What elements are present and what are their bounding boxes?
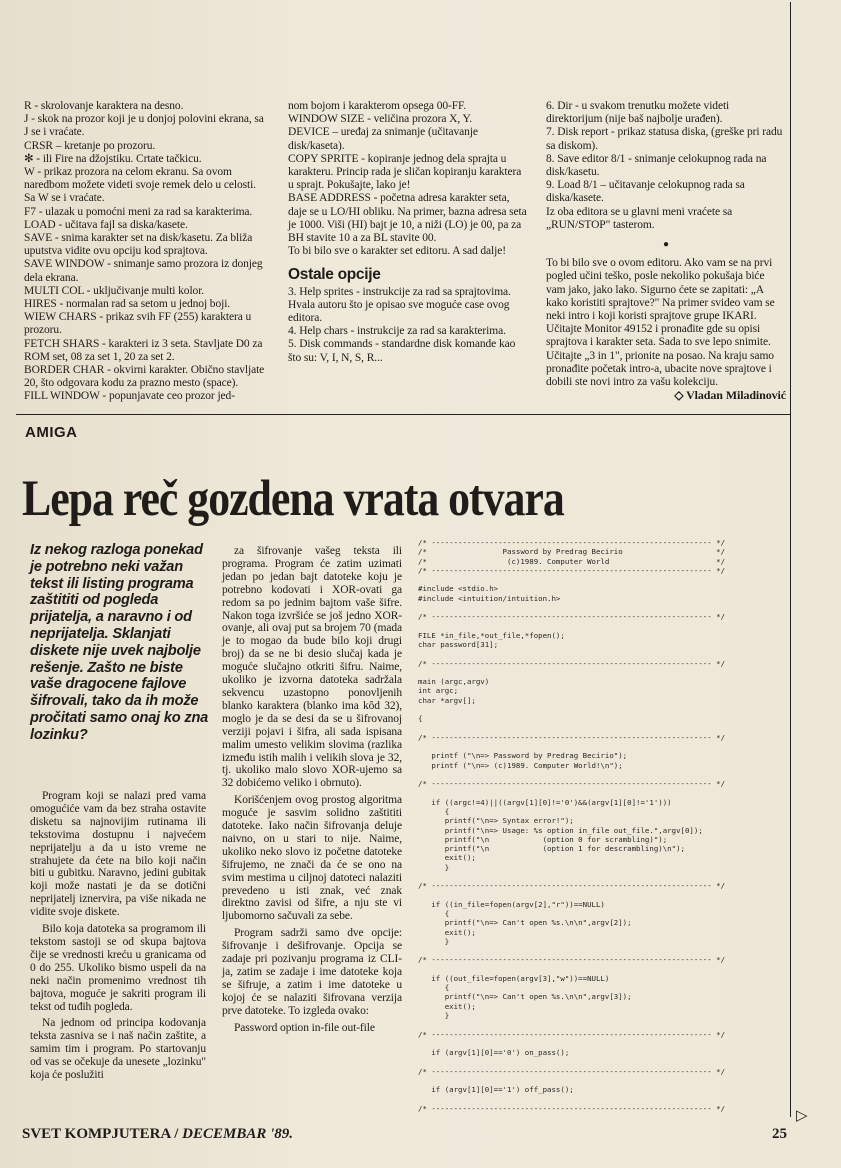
article-headline: Lepa reč gozdena vrata otvara xyxy=(22,471,564,527)
paragraph: 9. Load 8/1 – učitavanje celokupnog rada sa diska/kasete. xyxy=(546,179,745,205)
paragraph: BORDER CHAR - okvirni karakter. Obično stavljate 20, što odgovara kodu za prazno mesto (space). xyxy=(24,364,265,390)
code-line: #include <stdio.h> xyxy=(418,584,499,594)
code-line: printf("\n=> Can't open %s.\n\n",argv[2]); xyxy=(418,918,632,928)
code-line: if (argv[1][0]=='0') on_pass(); xyxy=(418,1048,570,1058)
code-line: FILE *in_file,*out_file,*fopen(); xyxy=(418,630,565,640)
code-line: if ((out_file=fopen(argv[3],"w"))==NULL) xyxy=(418,973,610,983)
article-column-2 xyxy=(222,545,402,1039)
paragraph: 3. Help sprites - instrukcije za rad sa sprajtovima. Hvala autoru što je opisao sve moguće case ovog editora. xyxy=(288,285,511,325)
paragraph: HIRES - normalan rad sa setom u jednoj boji. xyxy=(24,298,231,311)
code-line: { xyxy=(418,806,450,816)
paragraph: Bilo koja datoteka sa programom ili tekstom sastoji se od skupa bajtova čije se vrednosti kreću u granicama od 0 do 255. Ukoliko bismo uspeli da na neki način promenimo vrednost tih bajtova, moguće je sakriti program ili tekst od tuđih pogleda. xyxy=(30,923,206,1013)
code-line: printf ("\n=> Password by Predrag Becirio"); xyxy=(418,751,628,761)
top-column-3-text xyxy=(546,100,786,232)
top-column-2-text xyxy=(288,100,528,258)
code-line: /* --------------------------------------------------------------- */ xyxy=(418,1103,726,1113)
code-line: printf("\n (option 0 for scrambling)"); xyxy=(418,834,668,844)
code-line: if (argv[1][0]=='1') off_pass(); xyxy=(418,1085,574,1095)
paragraph: 8. Save editor 8/1 - snimanje celokupnog rada na disk/kasetu. xyxy=(546,152,767,179)
paragraph: 4. Help chars - instrukcije za rad sa karakterima. xyxy=(288,325,506,338)
code-line: /* --------------------------------------------------------------- */ xyxy=(418,732,726,742)
top-column-1 xyxy=(24,100,268,404)
top-column-2 xyxy=(288,100,528,365)
paragraph: To bi bilo sve o karakter set editoru. A sad dalje! xyxy=(288,245,506,258)
code-line: exit(); xyxy=(418,1001,476,1011)
code-line: printf("\n=> Can't open %s.\n\n",argv[3]); xyxy=(418,992,632,1002)
paragraph: 7. Disk report - prikaz statusa diska, (greške pri radu sa diskom). xyxy=(546,126,783,152)
code-line: } xyxy=(418,1010,450,1020)
paragraph: Program sadrži samo dve opcije: šifrovanje i dešifrovanje. Opcija se zadaje pri pozivanju programa iz CLI-ja, zatim se zadaje i ime datoteke koja se šifruje, a zatim i ime datoteke u kojoj će se nalaziti šifrovana verzija prve datoteke. To izgleda ovako: xyxy=(222,927,402,1017)
paragraph: 6. Dir - u svakom trenutku možete videti direktorijum (nije baš najbolje urađen). xyxy=(546,100,730,126)
code-line: printf ("\n=> (c)1989. Computer World!\n"); xyxy=(418,760,623,770)
paragraph: F7 - ulazak u pomoćni meni za rad sa karakterima. xyxy=(24,205,253,218)
paragraph: WINDOW SIZE - veličina prozora X, Y. xyxy=(288,113,472,126)
top-column-3 xyxy=(546,100,786,402)
code-line: /* --------------------------------------------------------------- */ xyxy=(418,955,726,965)
paragraph: Na jednom od principa kodovanja teksta zasniva se i naš način zaštite, a samim tim i program. Po startovanju od vas se očekuje da unesete „lozinku" koja će poslužiti xyxy=(30,1017,206,1082)
paragraph: Password option in-file out-file xyxy=(234,1021,375,1034)
code-line: /* --------------------------------------------------------------- */ xyxy=(418,881,726,891)
paragraph: FETCH SHARS - karakteri iz 3 seta. Stavljate D0 za ROM set, 08 za set 1, 20 za set 2. xyxy=(24,337,263,363)
paragraph: Korišćenjem ovog prostog algoritma moguće je sasvim solidno zaštititi datoteke. Iako način šifrovanja deluje naivno, on u stari to nije. Naime, ukoliko neko slovo iz početne datoteke šifrujemo, ne znači da će se ono na svim mestima u ciljnoj datoteci nalaziti prevedeno u isti znak, već znak direktno zavisi od šifre, a nju ste vi ljubomorno sačuvali za sebe. xyxy=(222,794,402,923)
paragraph: J - skok na prozor koji je u donjoj polovini ekrana, sa J se i vraćate. xyxy=(24,113,264,139)
code-line: exit(); xyxy=(418,927,476,937)
code-line: char password[31]; xyxy=(418,640,499,650)
paragraph: ✻ - ili Fire na džojstiku. Crtate tačkicu. xyxy=(24,152,202,165)
paragraph: FILL WINDOW - popunjavate ceo prozor jed- xyxy=(24,390,235,403)
code-listing xyxy=(418,538,784,1113)
top-column-3-closing xyxy=(546,257,786,389)
paragraph: W - prikaz prozora na celom ekranu. Sa ovom naredbom možete videti svoje remek delo u celosti. Sa W se i vraćate. xyxy=(24,166,256,205)
code-line: /* --------------------------------------------------------------- */ xyxy=(418,779,726,789)
code-line: { xyxy=(418,908,450,918)
paragraph: WIEW CHARS - prikaz svih FF (255) karaktera u prozoru. xyxy=(24,311,252,337)
code-line: /* --------------------------------------------------------------- */ xyxy=(418,538,726,547)
code-line: main (argc,argv) xyxy=(418,677,490,687)
code-line: #include <intuition/intuition.h> xyxy=(418,593,561,603)
paragraph: CRSR – kretanje po prozoru. xyxy=(24,139,156,152)
code-line: /* --------------------------------------------------------------- */ xyxy=(418,658,726,668)
paragraph: 5. Disk commands - standardne disk komande kao što su: V, I, N, S, R... xyxy=(288,338,516,364)
section-divider xyxy=(16,414,791,415)
code-line: /* --------------------------------------------------------------- */ xyxy=(418,565,726,575)
author-signature: ◇ Vladan Miladinović xyxy=(674,388,786,403)
paragraph: COPY SPRITE - kopiranje jednog dela sprajta u karakteru. Princip rada je sličan kopiranju karaktera u sprajt. Pokušajte, lako je! xyxy=(288,152,522,192)
paragraph: SAVE - snima karakter set na disk/kasetu. Za bliža uputstva vidite ovu opciju kod sprajtova. xyxy=(24,232,253,258)
code-line: { xyxy=(418,983,450,993)
code-line: } xyxy=(418,936,450,946)
code-line: printf("\n=> Usage: %s option in_file out_file.",argv[0]); xyxy=(418,825,703,835)
paragraph: R - skrolovanje karaktera na desno. xyxy=(24,100,184,112)
code-line: /* --------------------------------------------------------------- */ xyxy=(418,1066,726,1076)
paragraph: MULTI COL - uključivanje multi kolor. xyxy=(24,284,205,297)
footer xyxy=(22,1126,293,1143)
code-line: /* --------------------------------------------------------------- */ xyxy=(418,1029,726,1039)
paragraph: za šifrovanje vašeg teksta ili programa. Program će zatim uzimati jedan po jedan bajt datoteke koju je potrebno kodovati i XOR-ovati ga redom sa po jednim bajtom vaše šifre. Nakon toga izvršiće se još jedno XOR-ovanje, ali ovaj put sa brojem 70 (mada je to mogao da bude bilo koji drugi broj) da se ne bi desio slučaj kada je moguće slučajno otkriti šifru. Naime, ukoliko je izvorna datoteka sadržala sekvencu uzastopno ponovljenih blanko karaktera (blanko ima kôd 32), moglo je da se desi da se u šifrovanoj verziji pojavi i šifra, ali sada ispisana malim umesto velikim slovima (razlika između istih malih i velikih slova je 32, tj. ukoliko malo slovo XOR-ujemo sa 32 dobićemo veliko i obrnuto). xyxy=(222,545,402,790)
subheading-ostale-opcije: Ostale opcije xyxy=(288,266,381,284)
code-line: if ((in_file=fopen(argv[2],"r"))==NULL) xyxy=(418,899,605,909)
paragraph: nom bojom i karakterom opsega 00-FF. xyxy=(288,100,467,112)
page-number: 25 xyxy=(772,1126,787,1142)
code-line: } xyxy=(418,862,450,872)
paragraph: Iz oba editora se u glavni meni vraćete sa „RUN/STOP" tasterom. xyxy=(546,205,733,231)
paragraph: To bi bilo sve o ovom editoru. Ako vam se na prvi pogled učini teško, posle nekoliko pokušaja biće vam jako, jako lako. Sigurno ćete se zapitati: „A kako koristiti sprajtove?" Na primer svideo vam se neki intro i koji koristi sprajtove grupe IKARI. Učitajte Monitor 49152 i pronađite gde su opisi sprajtova i karakter seta. Sada to sve lepo snimite. Učitajte „3 in 1", prionite na posao. Na kraju samo pronađite početak intro-a, ubacite nove sprajtove i dobili ste novi intro za vašu kolekciju. xyxy=(546,257,775,389)
magazine-name: SVET KOMPJUTERA / xyxy=(22,1126,179,1142)
section-label: AMIGA xyxy=(25,424,78,441)
continue-arrow-icon: ▷ xyxy=(796,1108,808,1124)
separator-dot: ● xyxy=(663,239,669,251)
code-line: printf("\n (option 1 for descrambling)\n"); xyxy=(418,844,685,854)
code-line: { xyxy=(418,714,423,724)
code-line: char *argv[]; xyxy=(418,695,476,705)
paragraph: SAVE WINDOW - snimanje samo prozora iz donjeg dela ekrana. xyxy=(24,258,263,284)
code-line: /* Password by Predrag Becirio */ xyxy=(418,547,726,557)
paragraph: DEVICE – uređaj za snimanje (učitavanje disk/kaseta). xyxy=(288,126,478,152)
issue-date: DECEMBAR '89. xyxy=(182,1126,294,1142)
paragraph: Program koji se nalazi pred vama omogućiće vam da bez straha ostavite disketu sa najnovijim rutinama ili tekstovima dostupnu i najvećem neprijatelju a da u isto vreme ne strahujete da ćete na bilo koji način biti u gubitku. Naravno, jedini gubitak koji može nastati je da se dotični neprijatelj iznervira, pa više nikada ne vidite svoje diskete. xyxy=(30,790,206,919)
code-line: /* (c)1989. Computer World */ xyxy=(418,556,726,566)
article-column-1 xyxy=(30,790,206,1086)
code-line: /* --------------------------------------------------------------- */ xyxy=(418,612,726,622)
column-rule xyxy=(790,2,791,1117)
code-line: exit(); xyxy=(418,853,476,863)
code-line: int argc; xyxy=(418,686,459,696)
code-line: if ((argc!=4)||((argv[1][0]!='0')&&(argv[1][0]!='1'))) xyxy=(418,797,672,807)
code-line: printf("\n=> Syntax error!"); xyxy=(418,816,574,826)
paragraph: LOAD - učitava fajl sa diska/kasete. xyxy=(24,218,188,231)
top-column-2-options xyxy=(288,286,528,365)
article-intro: Iz nekog razloga ponekad je potrebno neki važan tekst ili listing programa zaštititi od pogleda prijatelja, a naravno i od neprijatelja. Sklanjati diskete nije uvek najbolje rešenje. Zašto ne biste vaše dragocene fajlove šifrovali, tako da ih može pročitati samo onaj ko zna lozinku? xyxy=(30,542,209,743)
paragraph: BASE ADDRESS - početna adresa karakter seta, daje se u LO/HI obliku. Na primer, bazna adresa seta je 1000. Viši (HI) bajt je 10, a niži (LO) je 00, pa za BH stavite 10 a za BL stavite 00. xyxy=(288,192,527,245)
